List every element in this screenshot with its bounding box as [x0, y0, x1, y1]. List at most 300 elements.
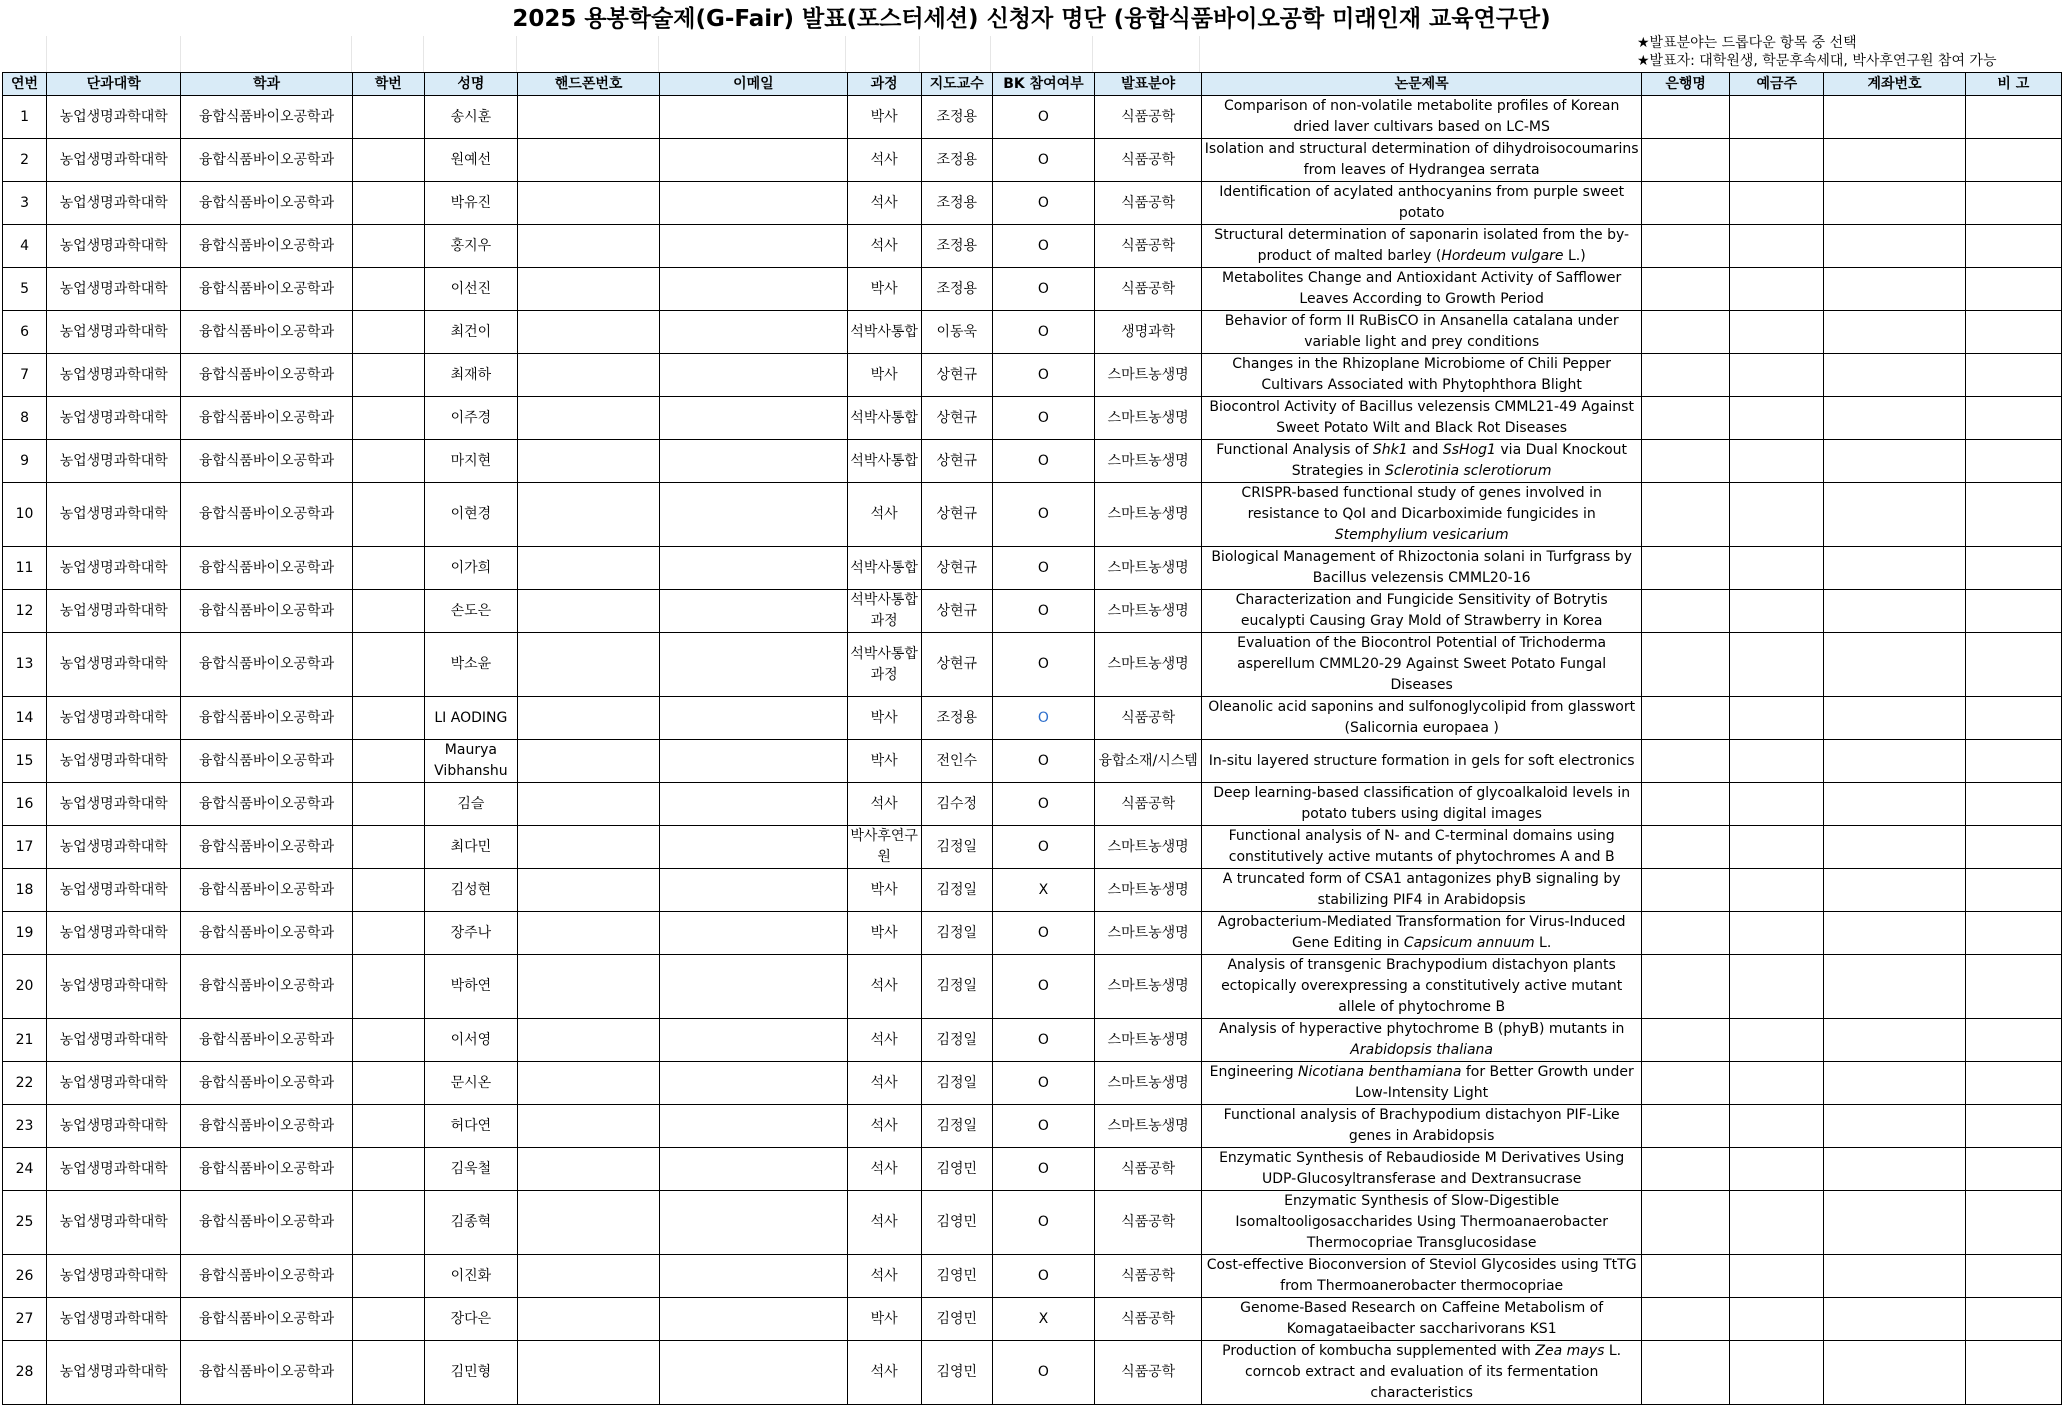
- cell-paper-title[interactable]: Characterization and Fungicide Sensitivity of Botrytis eucalypti Causing Gray Mold of Strawberry in Korea: [1202, 590, 1642, 633]
- cell-no[interactable]: 11: [3, 547, 47, 590]
- cell-phone[interactable]: [517, 1062, 659, 1105]
- cell-advisor[interactable]: 김수정: [921, 783, 992, 826]
- cell-phone[interactable]: [517, 139, 659, 182]
- cell-advisor[interactable]: 상현규: [921, 354, 992, 397]
- cell-no[interactable]: 16: [3, 783, 47, 826]
- cell-phone[interactable]: [517, 96, 659, 139]
- cell-college[interactable]: 농업생명과학대학: [47, 912, 181, 955]
- table-row[interactable]: [3, 397, 2062, 440]
- cell-account-number[interactable]: [1824, 354, 1965, 397]
- cell-department[interactable]: 융합식품바이오공학과: [181, 547, 352, 590]
- cell-student-id[interactable]: [352, 1148, 424, 1191]
- cell-department[interactable]: 융합식품바이오공학과: [181, 1298, 352, 1341]
- cell-student-id[interactable]: [352, 869, 424, 912]
- cell-bank[interactable]: [1642, 1062, 1730, 1105]
- cell-student-id[interactable]: [352, 1298, 424, 1341]
- cell-advisor[interactable]: 김정일: [921, 869, 992, 912]
- cell-paper-title[interactable]: In-situ layered structure formation in gels for soft electronics: [1202, 740, 1642, 783]
- table-row[interactable]: [3, 633, 2062, 697]
- cell-remarks[interactable]: [1965, 590, 2061, 633]
- cell-bank[interactable]: [1642, 440, 1730, 483]
- cell-email[interactable]: [660, 1105, 847, 1148]
- cell-phone[interactable]: [517, 1191, 659, 1255]
- cell-email[interactable]: [660, 1148, 847, 1191]
- table-row[interactable]: [3, 912, 2062, 955]
- cell-remarks[interactable]: [1965, 547, 2061, 590]
- cell-bk[interactable]: O: [992, 590, 1094, 633]
- cell-bank[interactable]: [1642, 826, 1730, 869]
- cell-course[interactable]: 석사: [847, 955, 921, 1019]
- table-row[interactable]: [3, 483, 2062, 547]
- cell-bk[interactable]: O: [992, 268, 1094, 311]
- cell-department[interactable]: 융합식품바이오공학과: [181, 869, 352, 912]
- col-header-student-id[interactable]: 학번: [352, 73, 424, 96]
- cell-name[interactable]: 이진화: [424, 1255, 517, 1298]
- cell-bank[interactable]: [1642, 483, 1730, 547]
- cell-account-number[interactable]: [1824, 869, 1965, 912]
- cell-student-id[interactable]: [352, 182, 424, 225]
- cell-field[interactable]: 식품공학: [1095, 96, 1202, 139]
- cell-field[interactable]: 식품공학: [1095, 1341, 1202, 1405]
- cell-course[interactable]: 박사: [847, 697, 921, 740]
- cell-account-number[interactable]: [1824, 182, 1965, 225]
- cell-account-number[interactable]: [1824, 1148, 1965, 1191]
- cell-phone[interactable]: [517, 268, 659, 311]
- table-row[interactable]: [3, 1148, 2062, 1191]
- cell-account-holder[interactable]: [1730, 783, 1824, 826]
- cell-department[interactable]: 융합식품바이오공학과: [181, 1062, 352, 1105]
- cell-email[interactable]: [660, 440, 847, 483]
- cell-phone[interactable]: [517, 354, 659, 397]
- cell-paper-title[interactable]: Analysis of hyperactive phytochrome B (phyB) mutants in Arabidopsis thaliana: [1202, 1019, 1642, 1062]
- cell-name[interactable]: 원예선: [424, 139, 517, 182]
- cell-advisor[interactable]: 김정일: [921, 826, 992, 869]
- cell-bank[interactable]: [1642, 139, 1730, 182]
- cell-student-id[interactable]: [352, 633, 424, 697]
- cell-name[interactable]: LI AODING: [424, 697, 517, 740]
- cell-bk[interactable]: O: [992, 1191, 1094, 1255]
- cell-department[interactable]: 융합식품바이오공학과: [181, 1105, 352, 1148]
- cell-advisor[interactable]: 조정용: [921, 268, 992, 311]
- cell-account-number[interactable]: [1824, 633, 1965, 697]
- cell-remarks[interactable]: [1965, 783, 2061, 826]
- cell-college[interactable]: 농업생명과학대학: [47, 740, 181, 783]
- cell-remarks[interactable]: [1965, 697, 2061, 740]
- cell-paper-title[interactable]: Comparison of non-volatile metabolite profiles of Korean dried laver cultivars based on LC-MS: [1202, 96, 1642, 139]
- cell-remarks[interactable]: [1965, 740, 2061, 783]
- cell-advisor[interactable]: 김영민: [921, 1255, 992, 1298]
- cell-college[interactable]: 농업생명과학대학: [47, 1148, 181, 1191]
- cell-department[interactable]: 융합식품바이오공학과: [181, 182, 352, 225]
- cell-advisor[interactable]: 조정용: [921, 697, 992, 740]
- cell-remarks[interactable]: [1965, 483, 2061, 547]
- cell-paper-title[interactable]: Biological Management of Rhizoctonia solani in Turfgrass by Bacillus velezensis CMML20-16: [1202, 547, 1642, 590]
- cell-bank[interactable]: [1642, 1019, 1730, 1062]
- cell-name[interactable]: 홍지우: [424, 225, 517, 268]
- cell-paper-title[interactable]: Agrobacterium-Mediated Transformation for Virus-Induced Gene Editing in Capsicum annuum L.: [1202, 912, 1642, 955]
- cell-email[interactable]: [660, 397, 847, 440]
- cell-college[interactable]: 농업생명과학대학: [47, 697, 181, 740]
- cell-name[interactable]: 문시온: [424, 1062, 517, 1105]
- cell-student-id[interactable]: [352, 96, 424, 139]
- cell-field[interactable]: 스마트농생명: [1095, 590, 1202, 633]
- cell-phone[interactable]: [517, 1105, 659, 1148]
- cell-bk[interactable]: O: [992, 547, 1094, 590]
- cell-bank[interactable]: [1642, 354, 1730, 397]
- cell-account-holder[interactable]: [1730, 912, 1824, 955]
- cell-college[interactable]: 농업생명과학대학: [47, 826, 181, 869]
- cell-paper-title[interactable]: Deep learning-based classification of glycoalkaloid levels in potato tubers using digital images: [1202, 783, 1642, 826]
- cell-field[interactable]: 식품공학: [1095, 225, 1202, 268]
- cell-department[interactable]: 융합식품바이오공학과: [181, 740, 352, 783]
- cell-email[interactable]: [660, 912, 847, 955]
- cell-account-number[interactable]: [1824, 268, 1965, 311]
- cell-no[interactable]: 24: [3, 1148, 47, 1191]
- cell-advisor[interactable]: 김정일: [921, 955, 992, 1019]
- cell-bk[interactable]: O: [992, 826, 1094, 869]
- cell-bk[interactable]: O: [992, 912, 1094, 955]
- cell-phone[interactable]: [517, 912, 659, 955]
- cell-bank[interactable]: [1642, 225, 1730, 268]
- table-row[interactable]: [3, 783, 2062, 826]
- cell-paper-title[interactable]: Enzymatic Synthesis of Slow-Digestible Isomaltooligosaccharides Using Thermoanaerobacter Thermocopriae Transglucosidase: [1202, 1191, 1642, 1255]
- cell-no[interactable]: 21: [3, 1019, 47, 1062]
- cell-course[interactable]: 석박사통합: [847, 440, 921, 483]
- col-header-name[interactable]: 성명: [424, 73, 517, 96]
- cell-student-id[interactable]: [352, 268, 424, 311]
- cell-student-id[interactable]: [352, 955, 424, 1019]
- cell-name[interactable]: 마지현: [424, 440, 517, 483]
- cell-account-number[interactable]: [1824, 1255, 1965, 1298]
- col-header-paper-title[interactable]: 논문제목: [1202, 73, 1642, 96]
- cell-paper-title[interactable]: Production of kombucha supplemented with Zea mays L. corncob extract and evaluation of its fermentation characteristics: [1202, 1341, 1642, 1405]
- cell-field[interactable]: 생명과학: [1095, 311, 1202, 354]
- cell-bk[interactable]: O: [992, 139, 1094, 182]
- cell-department[interactable]: 융합식품바이오공학과: [181, 697, 352, 740]
- table-row[interactable]: [3, 547, 2062, 590]
- cell-bank[interactable]: [1642, 633, 1730, 697]
- cell-account-number[interactable]: [1824, 311, 1965, 354]
- cell-no[interactable]: 20: [3, 955, 47, 1019]
- cell-advisor[interactable]: 상현규: [921, 590, 992, 633]
- cell-email[interactable]: [660, 826, 847, 869]
- cell-phone[interactable]: [517, 869, 659, 912]
- table-row[interactable]: [3, 1019, 2062, 1062]
- cell-name[interactable]: 김성현: [424, 869, 517, 912]
- cell-no[interactable]: 1: [3, 96, 47, 139]
- cell-course[interactable]: 석박사통합과정: [847, 590, 921, 633]
- cell-course[interactable]: 석사: [847, 139, 921, 182]
- col-header-field[interactable]: 발표분야: [1095, 73, 1202, 96]
- cell-college[interactable]: 농업생명과학대학: [47, 1019, 181, 1062]
- cell-email[interactable]: [660, 1255, 847, 1298]
- cell-name[interactable]: 이현경: [424, 483, 517, 547]
- cell-department[interactable]: 융합식품바이오공학과: [181, 955, 352, 1019]
- cell-department[interactable]: 융합식품바이오공학과: [181, 311, 352, 354]
- cell-student-id[interactable]: [352, 826, 424, 869]
- cell-course[interactable]: 석사: [847, 1191, 921, 1255]
- cell-account-holder[interactable]: [1730, 354, 1824, 397]
- cell-remarks[interactable]: [1965, 826, 2061, 869]
- cell-account-number[interactable]: [1824, 912, 1965, 955]
- col-header-college[interactable]: 단과대학: [47, 73, 181, 96]
- cell-course[interactable]: 박사: [847, 268, 921, 311]
- cell-course[interactable]: 박사: [847, 740, 921, 783]
- cell-student-id[interactable]: [352, 1105, 424, 1148]
- cell-bk[interactable]: O: [992, 1105, 1094, 1148]
- cell-name[interactable]: 이서영: [424, 1019, 517, 1062]
- cell-college[interactable]: 농업생명과학대학: [47, 483, 181, 547]
- cell-advisor[interactable]: 조정용: [921, 96, 992, 139]
- cell-name[interactable]: 허다연: [424, 1105, 517, 1148]
- cell-course[interactable]: 석사: [847, 1255, 921, 1298]
- cell-paper-title[interactable]: Cost-effective Bioconversion of Steviol Glycosides using TtTG from Thermoanerobacter thermocopriae: [1202, 1255, 1642, 1298]
- col-header-account-number[interactable]: 계좌번호: [1824, 73, 1965, 96]
- cell-student-id[interactable]: [352, 225, 424, 268]
- cell-account-holder[interactable]: [1730, 1341, 1824, 1405]
- cell-college[interactable]: 농업생명과학대학: [47, 440, 181, 483]
- cell-college[interactable]: 농업생명과학대학: [47, 268, 181, 311]
- cell-no[interactable]: 25: [3, 1191, 47, 1255]
- cell-advisor[interactable]: 상현규: [921, 440, 992, 483]
- cell-no[interactable]: 10: [3, 483, 47, 547]
- cell-field[interactable]: 스마트농생명: [1095, 354, 1202, 397]
- cell-bk[interactable]: X: [992, 1298, 1094, 1341]
- cell-college[interactable]: 농업생명과학대학: [47, 783, 181, 826]
- cell-account-holder[interactable]: [1730, 697, 1824, 740]
- cell-student-id[interactable]: [352, 440, 424, 483]
- cell-college[interactable]: 농업생명과학대학: [47, 354, 181, 397]
- cell-paper-title[interactable]: Oleanolic acid saponins and sulfonoglycolipid from glasswort (Salicornia europaea ): [1202, 697, 1642, 740]
- cell-paper-title[interactable]: Isolation and structural determination of dihydroisocoumarins from leaves of Hydrangea serrata: [1202, 139, 1642, 182]
- cell-paper-title[interactable]: Enzymatic Synthesis of Rebaudioside M Derivatives Using UDP-Glucosyltransferase and Dextransucrase: [1202, 1148, 1642, 1191]
- cell-field[interactable]: 융합소재/시스템: [1095, 740, 1202, 783]
- cell-remarks[interactable]: [1965, 1062, 2061, 1105]
- cell-name[interactable]: 박유진: [424, 182, 517, 225]
- cell-course[interactable]: 박사: [847, 354, 921, 397]
- cell-email[interactable]: [660, 783, 847, 826]
- cell-remarks[interactable]: [1965, 440, 2061, 483]
- cell-advisor[interactable]: 상현규: [921, 547, 992, 590]
- cell-college[interactable]: 농업생명과학대학: [47, 1255, 181, 1298]
- cell-advisor[interactable]: 김정일: [921, 1062, 992, 1105]
- cell-remarks[interactable]: [1965, 139, 2061, 182]
- table-row[interactable]: [3, 440, 2062, 483]
- cell-account-holder[interactable]: [1730, 483, 1824, 547]
- cell-field[interactable]: 식품공학: [1095, 1298, 1202, 1341]
- cell-course[interactable]: 석사: [847, 1019, 921, 1062]
- cell-field[interactable]: 스마트농생명: [1095, 955, 1202, 1019]
- table-row[interactable]: [3, 826, 2062, 869]
- cell-college[interactable]: 농업생명과학대학: [47, 182, 181, 225]
- table-row[interactable]: [3, 268, 2062, 311]
- cell-account-number[interactable]: [1824, 1019, 1965, 1062]
- cell-no[interactable]: 8: [3, 397, 47, 440]
- cell-paper-title[interactable]: Genome-Based Research on Caffeine Metabolism of Komagataeibacter saccharivorans KS1: [1202, 1298, 1642, 1341]
- cell-department[interactable]: 융합식품바이오공학과: [181, 633, 352, 697]
- table-row[interactable]: [3, 1341, 2062, 1405]
- cell-account-number[interactable]: [1824, 826, 1965, 869]
- col-header-email[interactable]: 이메일: [660, 73, 847, 96]
- cell-bk[interactable]: O: [992, 633, 1094, 697]
- cell-account-holder[interactable]: [1730, 633, 1824, 697]
- cell-student-id[interactable]: [352, 1341, 424, 1405]
- cell-department[interactable]: 융합식품바이오공학과: [181, 440, 352, 483]
- cell-email[interactable]: [660, 1298, 847, 1341]
- cell-course[interactable]: 석사: [847, 1341, 921, 1405]
- cell-advisor[interactable]: 조정용: [921, 182, 992, 225]
- cell-college[interactable]: 농업생명과학대학: [47, 547, 181, 590]
- cell-bank[interactable]: [1642, 590, 1730, 633]
- cell-name[interactable]: 장주나: [424, 912, 517, 955]
- cell-paper-title[interactable]: A truncated form of CSA1 antagonizes phyB signaling by stabilizing PIF4 in Arabidopsis: [1202, 869, 1642, 912]
- col-header-bk[interactable]: BK 참여여부: [992, 73, 1094, 96]
- cell-remarks[interactable]: [1965, 225, 2061, 268]
- cell-department[interactable]: 융합식품바이오공학과: [181, 1341, 352, 1405]
- cell-bk[interactable]: O: [992, 1341, 1094, 1405]
- cell-bank[interactable]: [1642, 955, 1730, 1019]
- cell-remarks[interactable]: [1965, 1019, 2061, 1062]
- col-header-department[interactable]: 학과: [181, 73, 352, 96]
- cell-department[interactable]: 융합식품바이오공학과: [181, 590, 352, 633]
- cell-email[interactable]: [660, 182, 847, 225]
- cell-account-holder[interactable]: [1730, 826, 1824, 869]
- cell-bank[interactable]: [1642, 96, 1730, 139]
- cell-advisor[interactable]: 김정일: [921, 912, 992, 955]
- cell-student-id[interactable]: [352, 1191, 424, 1255]
- cell-course[interactable]: 석박사통합: [847, 397, 921, 440]
- cell-course[interactable]: 석사: [847, 783, 921, 826]
- cell-account-holder[interactable]: [1730, 139, 1824, 182]
- cell-name[interactable]: 이가희: [424, 547, 517, 590]
- cell-advisor[interactable]: 김정일: [921, 1105, 992, 1148]
- cell-account-holder[interactable]: [1730, 547, 1824, 590]
- cell-account-number[interactable]: [1824, 590, 1965, 633]
- cell-paper-title[interactable]: Functional analysis of N- and C-terminal domains using constitutively active mutants of phytochromes A and B: [1202, 826, 1642, 869]
- cell-email[interactable]: [660, 740, 847, 783]
- cell-account-number[interactable]: [1824, 547, 1965, 590]
- cell-student-id[interactable]: [352, 697, 424, 740]
- cell-bk[interactable]: O: [992, 1062, 1094, 1105]
- cell-email[interactable]: [660, 1341, 847, 1405]
- cell-name[interactable]: 박하연: [424, 955, 517, 1019]
- cell-advisor[interactable]: 조정용: [921, 225, 992, 268]
- cell-no[interactable]: 22: [3, 1062, 47, 1105]
- table-row[interactable]: [3, 96, 2062, 139]
- cell-phone[interactable]: [517, 397, 659, 440]
- cell-bk[interactable]: O: [992, 1019, 1094, 1062]
- cell-email[interactable]: [660, 96, 847, 139]
- cell-field[interactable]: 식품공학: [1095, 139, 1202, 182]
- cell-email[interactable]: [660, 697, 847, 740]
- cell-remarks[interactable]: [1965, 354, 2061, 397]
- cell-account-number[interactable]: [1824, 139, 1965, 182]
- cell-student-id[interactable]: [352, 1062, 424, 1105]
- cell-email[interactable]: [660, 354, 847, 397]
- cell-field[interactable]: 스마트농생명: [1095, 633, 1202, 697]
- cell-field[interactable]: 스마트농생명: [1095, 1105, 1202, 1148]
- cell-phone[interactable]: [517, 1298, 659, 1341]
- cell-account-holder[interactable]: [1730, 397, 1824, 440]
- table-row[interactable]: [3, 1255, 2062, 1298]
- cell-course[interactable]: 석사: [847, 483, 921, 547]
- cell-department[interactable]: 융합식품바이오공학과: [181, 826, 352, 869]
- cell-department[interactable]: 융합식품바이오공학과: [181, 139, 352, 182]
- cell-name[interactable]: 송시훈: [424, 96, 517, 139]
- cell-bank[interactable]: [1642, 1298, 1730, 1341]
- cell-field[interactable]: 식품공학: [1095, 1191, 1202, 1255]
- cell-name[interactable]: 김종혁: [424, 1191, 517, 1255]
- cell-account-holder[interactable]: [1730, 1105, 1824, 1148]
- cell-college[interactable]: 농업생명과학대학: [47, 139, 181, 182]
- cell-name[interactable]: Maurya Vibhanshu: [424, 740, 517, 783]
- cell-email[interactable]: [660, 1191, 847, 1255]
- cell-account-number[interactable]: [1824, 955, 1965, 1019]
- cell-field[interactable]: 식품공학: [1095, 268, 1202, 311]
- cell-no[interactable]: 14: [3, 697, 47, 740]
- cell-bk[interactable]: X: [992, 869, 1094, 912]
- cell-email[interactable]: [660, 1062, 847, 1105]
- cell-paper-title[interactable]: Functional analysis of Brachypodium distachyon PIF-Like genes in Arabidopsis: [1202, 1105, 1642, 1148]
- cell-phone[interactable]: [517, 547, 659, 590]
- cell-field[interactable]: 스마트농생명: [1095, 440, 1202, 483]
- cell-field[interactable]: 식품공학: [1095, 182, 1202, 225]
- cell-no[interactable]: 26: [3, 1255, 47, 1298]
- cell-phone[interactable]: [517, 1019, 659, 1062]
- cell-advisor[interactable]: 상현규: [921, 633, 992, 697]
- cell-field[interactable]: 식품공학: [1095, 783, 1202, 826]
- cell-student-id[interactable]: [352, 483, 424, 547]
- cell-phone[interactable]: [517, 483, 659, 547]
- table-row[interactable]: [3, 1062, 2062, 1105]
- cell-bk[interactable]: O: [992, 955, 1094, 1019]
- cell-course[interactable]: 석사: [847, 1062, 921, 1105]
- cell-student-id[interactable]: [352, 547, 424, 590]
- cell-bk[interactable]: O: [992, 182, 1094, 225]
- col-header-no[interactable]: 연번: [3, 73, 47, 96]
- cell-bk[interactable]: O: [992, 354, 1094, 397]
- cell-name[interactable]: 최재하: [424, 354, 517, 397]
- table-row[interactable]: [3, 955, 2062, 1019]
- cell-advisor[interactable]: 김영민: [921, 1341, 992, 1405]
- cell-bank[interactable]: [1642, 697, 1730, 740]
- cell-course[interactable]: 박사: [847, 869, 921, 912]
- cell-course[interactable]: 박사: [847, 1298, 921, 1341]
- cell-college[interactable]: 농업생명과학대학: [47, 1298, 181, 1341]
- cell-advisor[interactable]: 김영민: [921, 1148, 992, 1191]
- cell-account-number[interactable]: [1824, 1062, 1965, 1105]
- cell-paper-title[interactable]: Structural determination of saponarin isolated from the by-product of malted barley (Hordeum vulgare L.): [1202, 225, 1642, 268]
- cell-student-id[interactable]: [352, 397, 424, 440]
- cell-advisor[interactable]: 상현규: [921, 483, 992, 547]
- cell-bk[interactable]: O: [992, 1255, 1094, 1298]
- cell-remarks[interactable]: [1965, 1341, 2061, 1405]
- cell-no[interactable]: 18: [3, 869, 47, 912]
- table-row[interactable]: [3, 225, 2062, 268]
- cell-name[interactable]: 손도은: [424, 590, 517, 633]
- cell-bk[interactable]: O: [992, 96, 1094, 139]
- cell-advisor[interactable]: 김영민: [921, 1298, 992, 1341]
- table-row[interactable]: [3, 311, 2062, 354]
- cell-account-number[interactable]: [1824, 697, 1965, 740]
- cell-bk[interactable]: O: [992, 311, 1094, 354]
- cell-field[interactable]: 스마트농생명: [1095, 547, 1202, 590]
- cell-advisor[interactable]: 조정용: [921, 139, 992, 182]
- cell-bk[interactable]: O: [992, 483, 1094, 547]
- cell-name[interactable]: 장다은: [424, 1298, 517, 1341]
- cell-field[interactable]: 스마트농생명: [1095, 826, 1202, 869]
- cell-paper-title[interactable]: CRISPR-based functional study of genes involved in resistance to QoI and Dicarboximide fungicides in Stemphylium vesicarium: [1202, 483, 1642, 547]
